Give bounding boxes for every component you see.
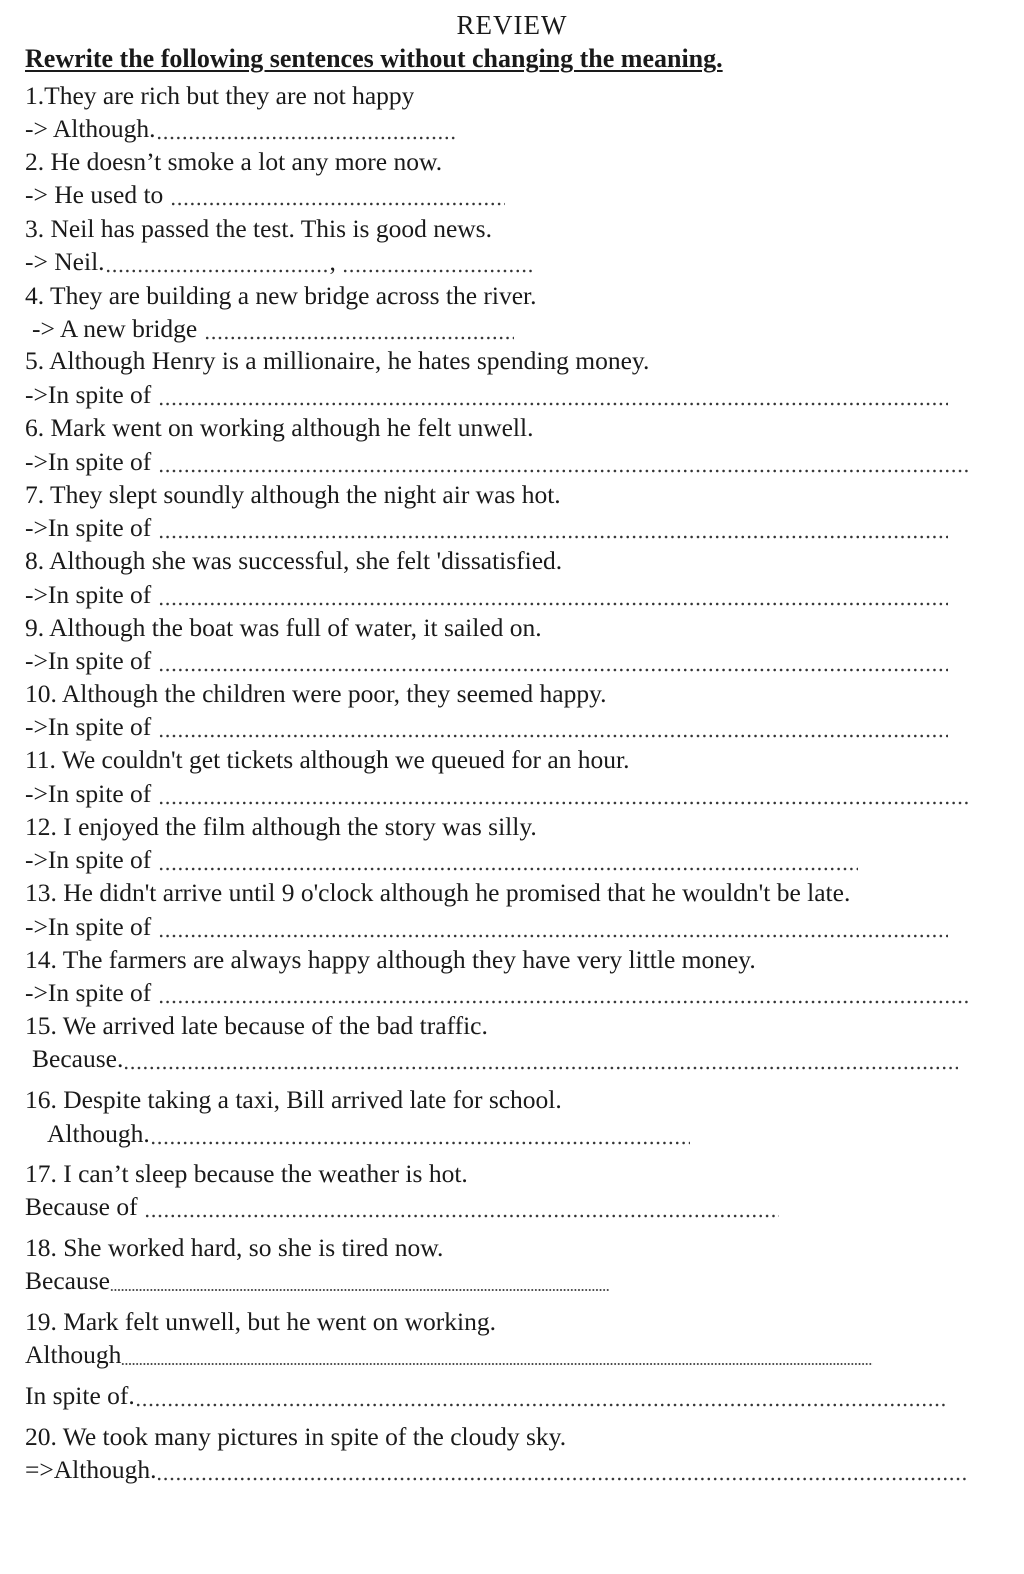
question-9: 9. Although the boat was full of water, it sailed on. xyxy=(25,613,542,642)
answer-line-19-in-spite-of[interactable]: In spite of. xyxy=(25,1380,945,1412)
question-4: 4. They are building a new bridge across the river. xyxy=(25,281,537,310)
answer-line-20[interactable]: =>Although. xyxy=(25,1454,966,1486)
answer-line-8[interactable]: ->In spite of xyxy=(25,579,948,611)
answer-line-18[interactable]: Because xyxy=(25,1265,610,1297)
answer-line-9[interactable]: ->In spite of xyxy=(25,645,948,677)
answer-line-10[interactable]: ->In spite of xyxy=(25,711,948,743)
answer-line-15[interactable]: Because. xyxy=(32,1043,958,1075)
answer-line-1[interactable]: -> Although. xyxy=(25,113,456,145)
question-11: 11. We couldn't get tickets although we queued for an hour. xyxy=(25,745,630,774)
question-17: 17. I can’t sleep because the weather is hot. xyxy=(25,1159,468,1188)
question-14: 14. The farmers are always happy although they have very little money. xyxy=(25,945,756,974)
question-5: 5. Although Henry is a millionaire, he hates spending money. xyxy=(25,346,650,375)
question-18: 18. She worked hard, so she is tired now. xyxy=(25,1233,444,1262)
question-19: 19. Mark felt unwell, but he went on working. xyxy=(25,1307,496,1336)
question-8: 8. Although she was successful, she felt 'dissatisfied. xyxy=(25,546,563,575)
question-2: 2. He doesn’t smoke a lot any more now. xyxy=(25,147,443,176)
answer-line-5[interactable]: ->In spite of xyxy=(25,379,948,411)
answer-line-19-although[interactable]: Although xyxy=(25,1339,873,1371)
answer-line-13[interactable]: ->In spite of xyxy=(25,911,948,943)
instruction-heading: Rewrite the following sentences without changing the meaning. xyxy=(25,44,723,73)
question-10: 10. Although the children were poor, they seemed happy. xyxy=(25,679,607,708)
question-12: 12. I enjoyed the film although the story was silly. xyxy=(25,812,537,841)
answer-line-7[interactable]: ->In spite of xyxy=(25,512,948,544)
answer-line-11[interactable]: ->In spite of xyxy=(25,778,968,810)
question-16: 16. Despite taking a taxi, Bill arrived late for school. xyxy=(25,1085,562,1114)
answer-line-12[interactable]: ->In spite of xyxy=(25,844,858,876)
question-6: 6. Mark went on working although he felt unwell. xyxy=(25,413,534,442)
question-13: 13. He didn't arrive until 9 o'clock although he promised that he wouldn't be late. xyxy=(25,878,851,907)
question-20: 20. We took many pictures in spite of the cloudy sky. xyxy=(25,1422,567,1451)
answer-line-17[interactable]: Because of xyxy=(25,1191,779,1223)
question-15: 15. We arrived late because of the bad traffic. xyxy=(25,1011,488,1040)
page-title: REVIEW xyxy=(456,10,568,40)
question-3: 3. Neil has passed the test. This is good news. xyxy=(25,214,492,243)
answer-line-4[interactable]: -> A new bridge xyxy=(32,313,514,345)
question-7: 7. They slept soundly although the night air was hot. xyxy=(25,480,561,509)
answer-line-14[interactable]: ->In spite of xyxy=(25,977,968,1009)
answer-line-3[interactable]: -> Neil. , xyxy=(25,246,532,278)
answer-line-16[interactable]: Although. xyxy=(47,1118,690,1150)
question-1: 1.They are rich but they are not happy xyxy=(25,81,415,110)
answer-line-2[interactable]: -> He used to xyxy=(25,179,505,211)
answer-line-6[interactable]: ->In spite of xyxy=(25,446,968,478)
